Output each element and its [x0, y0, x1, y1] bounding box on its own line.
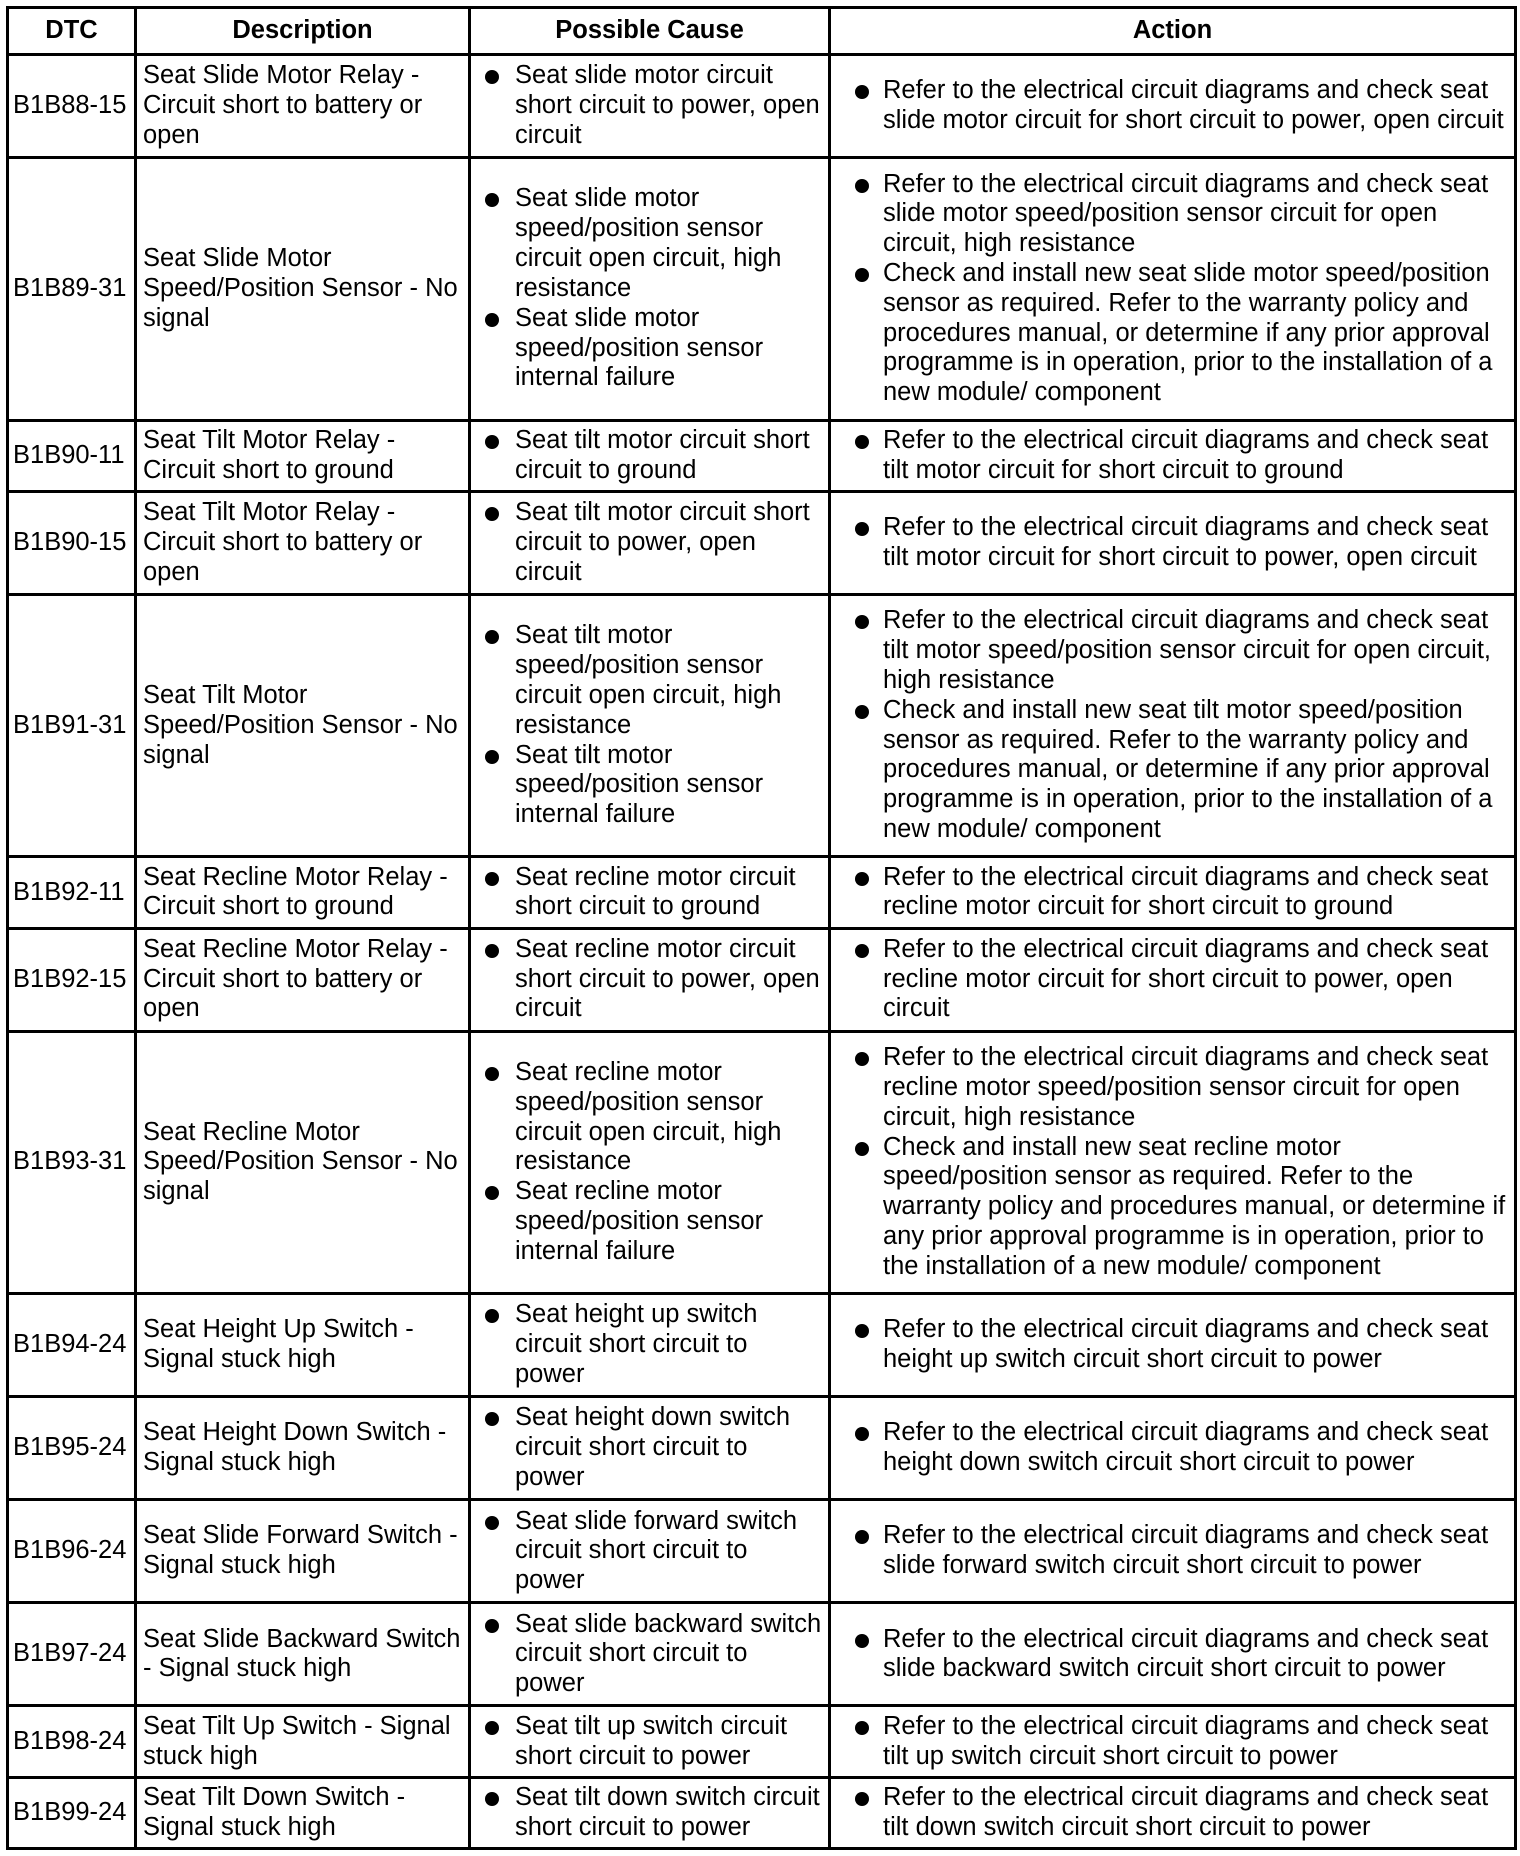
action-cell — [830, 55, 1516, 158]
action-cell — [830, 420, 1516, 491]
dtc-description: Seat Tilt Motor Relay - Circuit short to battery or open — [136, 491, 470, 594]
possible-cause-list — [477, 426, 822, 486]
possible-cause-item: Seat slide motor circuit short circuit to power, open circuit — [477, 61, 822, 150]
possible-cause-item: Seat recline motor speed/position sensor circuit open circuit, high resistance — [477, 1058, 822, 1177]
action-list — [837, 935, 1508, 1024]
action-item: Check and install new seat recline motor speed/position sensor as required. Refer to the warranty policy and procedures manual, or determine if any prior approval programme is in operation, prior to the installation of a new module/ component — [837, 1133, 1508, 1282]
possible-cause-cell — [470, 1294, 830, 1397]
action-list — [837, 863, 1508, 923]
possible-cause-cell — [470, 1603, 830, 1706]
action-item: Refer to the electrical circuit diagrams and check seat recline motor circuit for short circuit to ground — [837, 863, 1508, 923]
possible-cause-item: Seat slide backward switch circuit short circuit to power — [477, 1610, 822, 1699]
possible-cause-cell — [470, 420, 830, 491]
action-item: Refer to the electrical circuit diagrams and check seat slide motor speed/position sensor circuit for open circuit, high resistance — [837, 170, 1508, 259]
dtc-code: B1B92-11 — [8, 857, 136, 928]
action-cell — [830, 1603, 1516, 1706]
action-item: Refer to the electrical circuit diagrams and check seat tilt motor circuit for short circuit to power, open circuit — [837, 513, 1508, 573]
table-row — [8, 1777, 1516, 1848]
action-item: Refer to the electrical circuit diagrams and check seat recline motor circuit for short circuit to power, open circuit — [837, 935, 1508, 1024]
action-cell — [830, 1031, 1516, 1293]
dtc-code: B1B88-15 — [8, 55, 136, 158]
possible-cause-item: Seat recline motor speed/position sensor internal failure — [477, 1177, 822, 1266]
table-row — [8, 491, 1516, 594]
dtc-description: Seat Slide Motor Relay - Circuit short to battery or open — [136, 55, 470, 158]
possible-cause-item: Seat recline motor circuit short circuit to power, open circuit — [477, 935, 822, 1024]
possible-cause-cell — [470, 594, 830, 856]
dtc-code: B1B92-15 — [8, 928, 136, 1031]
header-description: Description — [136, 8, 470, 55]
action-list — [837, 1712, 1508, 1772]
dtc-code: B1B96-24 — [8, 1500, 136, 1603]
possible-cause-list — [477, 863, 822, 923]
action-list — [837, 1043, 1508, 1282]
possible-cause-list — [477, 1058, 822, 1267]
table-row — [8, 857, 1516, 928]
dtc-code: B1B98-24 — [8, 1706, 136, 1777]
dtc-code: B1B97-24 — [8, 1603, 136, 1706]
header-row — [8, 8, 1516, 55]
action-item: Refer to the electrical circuit diagrams and check seat tilt up switch circuit short circuit to power — [837, 1712, 1508, 1772]
action-list — [837, 1521, 1508, 1581]
dtc-description: Seat Height Down Switch - Signal stuck high — [136, 1397, 470, 1500]
possible-cause-list — [477, 1300, 822, 1389]
action-cell — [830, 1397, 1516, 1500]
action-item: Refer to the electrical circuit diagrams and check seat height down switch circuit short circuit to power — [837, 1418, 1508, 1478]
action-item: Check and install new seat tilt motor speed/position sensor as required. Refer to the warranty policy and procedures manual, or determine if any prior approval programme is in operation, prior to the installation of a new module/ component — [837, 696, 1508, 845]
possible-cause-item: Seat slide forward switch circuit short circuit to power — [477, 1507, 822, 1596]
action-cell — [830, 928, 1516, 1031]
action-item: Check and install new seat slide motor speed/position sensor as required. Refer to the warranty policy and procedures manual, or determine if any prior approval programme is in operation, prior to the installation of a new module/ component — [837, 259, 1508, 408]
action-item: Refer to the electrical circuit diagrams and check seat slide forward switch circuit short circuit to power — [837, 1521, 1508, 1581]
possible-cause-cell — [470, 55, 830, 158]
dtc-code: B1B94-24 — [8, 1294, 136, 1397]
dtc-description: Seat Recline Motor Relay - Circuit short to ground — [136, 857, 470, 928]
action-item: Refer to the electrical circuit diagrams and check seat tilt motor circuit for short circuit to ground — [837, 426, 1508, 486]
possible-cause-list — [477, 498, 822, 587]
possible-cause-cell — [470, 928, 830, 1031]
table-row — [8, 1031, 1516, 1293]
possible-cause-list — [477, 184, 822, 393]
table-row — [8, 928, 1516, 1031]
dtc-code: B1B89-31 — [8, 158, 136, 420]
table-row — [8, 55, 1516, 158]
dtc-description: Seat Tilt Motor Relay - Circuit short to ground — [136, 420, 470, 491]
table-row — [8, 1294, 1516, 1397]
action-cell — [830, 491, 1516, 594]
dtc-description: Seat Recline Motor Relay - Circuit short to battery or open — [136, 928, 470, 1031]
possible-cause-list — [477, 1403, 822, 1492]
possible-cause-list — [477, 1610, 822, 1699]
action-item: Refer to the electrical circuit diagrams and check seat tilt down switch circuit short circuit to power — [837, 1783, 1508, 1843]
table-row — [8, 1603, 1516, 1706]
action-list — [837, 1315, 1508, 1375]
possible-cause-cell — [470, 158, 830, 420]
possible-cause-item: Seat tilt motor circuit short circuit to ground — [477, 426, 822, 486]
action-list — [837, 170, 1508, 409]
dtc-description: Seat Tilt Motor Speed/Position Sensor - No signal — [136, 594, 470, 856]
possible-cause-cell — [470, 1397, 830, 1500]
possible-cause-cell — [470, 1031, 830, 1293]
dtc-code: B1B95-24 — [8, 1397, 136, 1500]
possible-cause-item: Seat tilt up switch circuit short circuit to power — [477, 1712, 822, 1772]
action-cell — [830, 1777, 1516, 1848]
action-cell — [830, 594, 1516, 856]
table-row — [8, 420, 1516, 491]
possible-cause-item: Seat slide motor speed/position sensor circuit open circuit, high resistance — [477, 184, 822, 303]
possible-cause-item: Seat tilt down switch circuit short circuit to power — [477, 1783, 822, 1843]
dtc-table — [6, 6, 1517, 1850]
table-row — [8, 594, 1516, 856]
possible-cause-list — [477, 621, 822, 830]
possible-cause-item: Seat tilt motor speed/position sensor circuit open circuit, high resistance — [477, 621, 822, 740]
action-item: Refer to the electrical circuit diagrams and check seat tilt motor speed/position sensor circuit for open circuit, high resistance — [837, 606, 1508, 695]
header-dtc: DTC — [8, 8, 136, 55]
possible-cause-cell — [470, 1706, 830, 1777]
action-cell — [830, 158, 1516, 420]
possible-cause-item: Seat slide motor speed/position sensor internal failure — [477, 304, 822, 393]
possible-cause-item: Seat tilt motor speed/position sensor internal failure — [477, 741, 822, 830]
action-item: Refer to the electrical circuit diagrams and check seat slide backward switch circuit short circuit to power — [837, 1625, 1508, 1685]
dtc-code: B1B91-31 — [8, 594, 136, 856]
dtc-description: Seat Slide Forward Switch - Signal stuck high — [136, 1500, 470, 1603]
dtc-description: Seat Tilt Up Switch - Signal stuck high — [136, 1706, 470, 1777]
action-list — [837, 513, 1508, 573]
table-row — [8, 158, 1516, 420]
action-list — [837, 1783, 1508, 1843]
action-list — [837, 76, 1508, 136]
table-row — [8, 1706, 1516, 1777]
action-cell — [830, 857, 1516, 928]
possible-cause-item: Seat height down switch circuit short circuit to power — [477, 1403, 822, 1492]
action-item: Refer to the electrical circuit diagrams and check seat height up switch circuit short circuit to power — [837, 1315, 1508, 1375]
dtc-description: Seat Tilt Down Switch - Signal stuck high — [136, 1777, 470, 1848]
action-item: Refer to the electrical circuit diagrams and check seat recline motor speed/position sensor circuit for open circuit, high resistance — [837, 1043, 1508, 1132]
action-cell — [830, 1706, 1516, 1777]
header-possible-cause: Possible Cause — [470, 8, 830, 55]
possible-cause-list — [477, 1712, 822, 1772]
dtc-code: B1B90-11 — [8, 420, 136, 491]
table-header — [8, 8, 1516, 55]
action-list — [837, 1625, 1508, 1685]
action-list — [837, 606, 1508, 845]
possible-cause-cell — [470, 1500, 830, 1603]
table-body — [8, 55, 1516, 1849]
dtc-description: Seat Recline Motor Speed/Position Sensor - No signal — [136, 1031, 470, 1293]
action-item: Refer to the electrical circuit diagrams and check seat slide motor circuit for short circuit to power, open circuit — [837, 76, 1508, 136]
dtc-code: B1B93-31 — [8, 1031, 136, 1293]
table-row — [8, 1397, 1516, 1500]
possible-cause-list — [477, 935, 822, 1024]
header-action: Action — [830, 8, 1516, 55]
table-row — [8, 1500, 1516, 1603]
dtc-code: B1B99-24 — [8, 1777, 136, 1848]
dtc-description: Seat Height Up Switch - Signal stuck high — [136, 1294, 470, 1397]
possible-cause-item: Seat height up switch circuit short circuit to power — [477, 1300, 822, 1389]
possible-cause-list — [477, 61, 822, 150]
action-list — [837, 1418, 1508, 1478]
dtc-code: B1B90-15 — [8, 491, 136, 594]
possible-cause-cell — [470, 857, 830, 928]
possible-cause-item: Seat tilt motor circuit short circuit to power, open circuit — [477, 498, 822, 587]
possible-cause-item: Seat recline motor circuit short circuit to ground — [477, 863, 822, 923]
action-cell — [830, 1294, 1516, 1397]
possible-cause-list — [477, 1783, 822, 1843]
possible-cause-cell — [470, 1777, 830, 1848]
dtc-description: Seat Slide Motor Speed/Position Sensor - No signal — [136, 158, 470, 420]
action-list — [837, 426, 1508, 486]
possible-cause-list — [477, 1507, 822, 1596]
possible-cause-cell — [470, 491, 830, 594]
dtc-description: Seat Slide Backward Switch - Signal stuck high — [136, 1603, 470, 1706]
action-cell — [830, 1500, 1516, 1603]
